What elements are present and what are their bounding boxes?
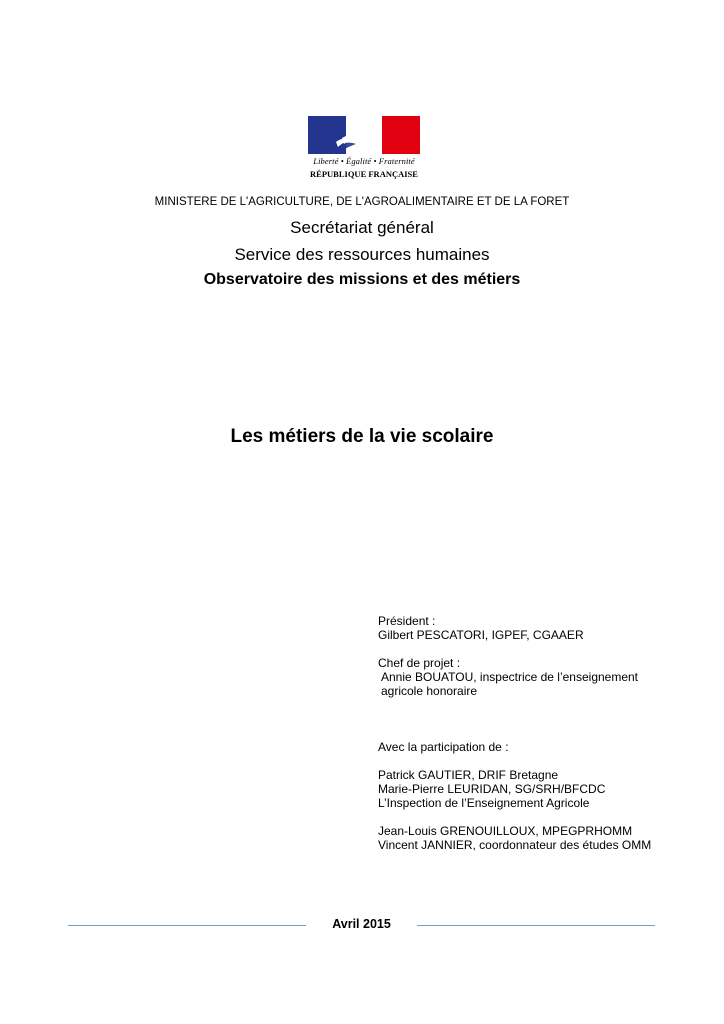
republique-francaise-logo xyxy=(308,116,420,182)
secretariat-general: Secrétariat général xyxy=(290,218,434,237)
publication-date: Avril 2015 xyxy=(332,917,391,931)
president-name: Gilbert PESCATORI, IGPEF, CGAAER xyxy=(378,628,584,642)
footer-rule-left xyxy=(68,925,306,926)
logo-motto: Liberté • Égalité • Fraternité xyxy=(313,156,415,166)
ministry-name: MINISTERE DE L'AGRICULTURE, DE L'AGROALIMENTAIRE ET DE LA FORET xyxy=(154,196,570,208)
footer-rule-right xyxy=(417,925,655,926)
document-title: Les métiers de la vie scolaire xyxy=(230,426,494,447)
participant-item: Vincent JANNIER, coordonnateur des études OMM xyxy=(378,838,652,852)
observatory-name: Observatoire des missions et des métiers xyxy=(203,271,521,288)
logo-republic: RÉPUBLIQUE FRANÇAISE xyxy=(310,169,418,179)
participant-item: Patrick GAUTIER, DRIF Bretagne xyxy=(378,768,559,782)
participant-item: L’Inspection de l’Enseignement Agricole xyxy=(378,796,590,810)
human-resources-service: Service des ressources humaines xyxy=(234,245,490,264)
participant-item: Marie-Pierre LEURIDAN, SG/SRH/BFCDC xyxy=(378,782,606,796)
participation-label: Avec la participation de : xyxy=(378,740,509,754)
project-lead-label: Chef de projet : xyxy=(378,656,461,670)
president-label: Président : xyxy=(378,614,436,628)
participant-item: Jean-Louis GRENOUILLOUX, MPEGPRHOMM xyxy=(378,824,633,838)
project-lead-title: agricole honoraire xyxy=(381,684,478,698)
project-lead-name: Annie BOUATOU, inspectrice de l’enseignement xyxy=(381,670,639,684)
credits-block xyxy=(378,614,708,852)
marianne-flag-icon xyxy=(308,116,420,154)
